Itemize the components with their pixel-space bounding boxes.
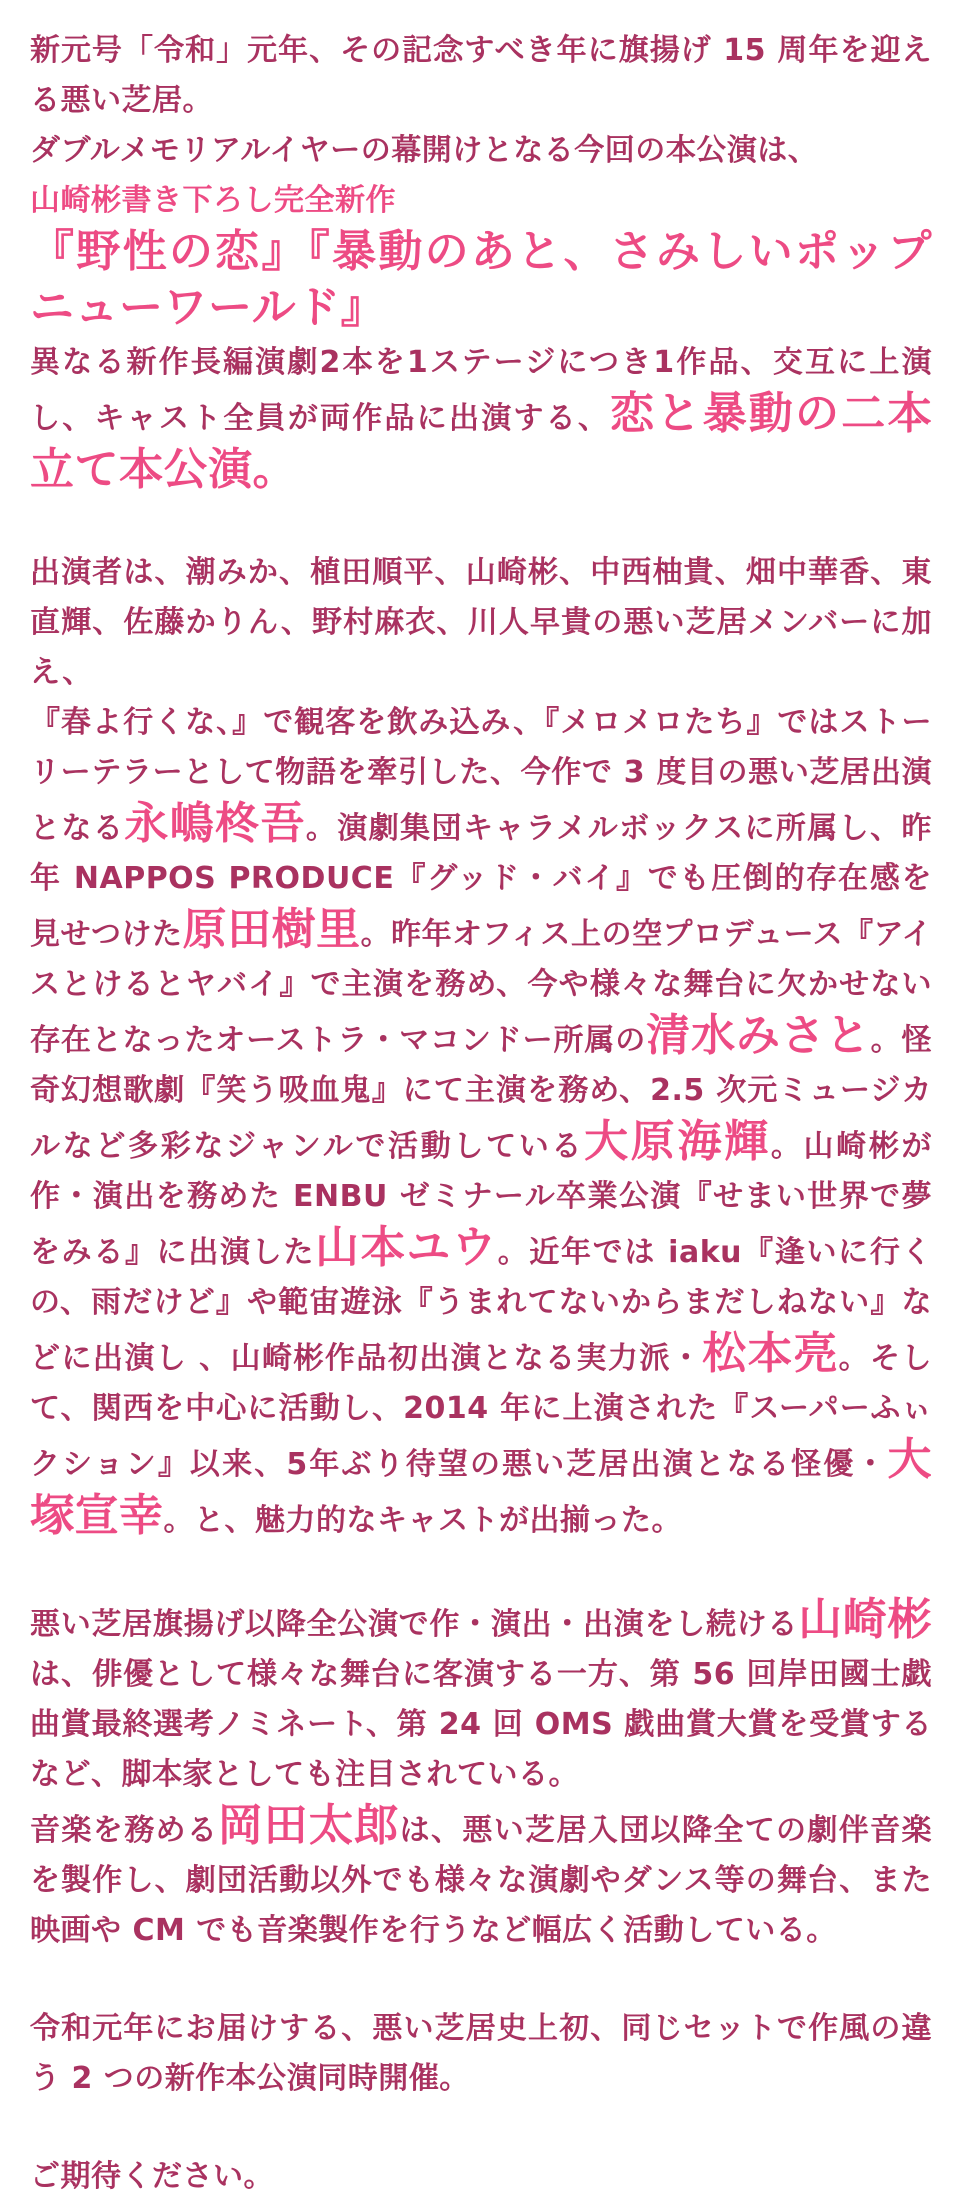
text-segment: 。そして、関西を中心に活動し、2014 年に上演された『スーパーふぃクション』以来、5年ぶり待望の悪い芝居出演となる怪優・ xyxy=(30,1341,933,1482)
text-segment: 悪い芝居旗揚げ以降全公演で作・演出・出演をし続ける xyxy=(30,1607,799,1642)
text-segment: 異なる新作長編演劇2本を1ステージにつき1作品、交互に上演し、キャスト全員が両作品に出演する、 xyxy=(30,345,932,436)
emphasis-large-text: 大原海輝 xyxy=(584,1116,771,1167)
text-segment: 。怪奇幻想歌劇『笑う吸血鬼』にて主演を務め、2.5 次元ミュージカルなど多彩なジャンルで活動している xyxy=(30,1023,933,1164)
text-segment: 。近年では iaku『逢いに行くの、雨だけど』や範宙遊泳『うまれてないからまだしねない』などに出演し 、山崎彬作品初出演となる実力派・ xyxy=(30,1235,933,1376)
emphasis-text: 山崎彬書き下ろし完全新作 xyxy=(30,183,396,218)
text-segment: 。と、魅力的なキャストが出揃った。 xyxy=(163,1503,682,1538)
emphasis-large-text: 清水みさと xyxy=(646,1010,871,1061)
text-segment: は、俳優として様々な舞台に客演する一方、第 56 回岸田國士戯曲賞最終選考ノミネート、第 24 回 OMS 戯曲賞大賞を受賞するなど、脚本家としても注目されている。 xyxy=(30,1657,932,1792)
text-segment: 出演者は、潮みか、植田順平、山崎彬、中西柚貴、畑中華香、東直輝、佐藤かりん、野村麻衣、川人早貴の悪い芝居メンバーに加え、 xyxy=(30,555,932,690)
emphasis-large-text: 岡田太郎 xyxy=(218,1800,400,1851)
text-segment: 。山崎彬が作・演出を務めた ENBU ゼミナール卒業公演『せまい世界で夢をみる』に出演した xyxy=(30,1129,933,1270)
emphasis-large-text: 原田樹里 xyxy=(182,904,361,955)
text-segment: 。昨年オフィス上の空プロデュース『アイスとけるとヤバイ』で主演を務め、今や様々な舞台に欠かせない存在となったオーストラ・マコンドー所属の xyxy=(30,917,933,1058)
text-segment: ご期待ください。 xyxy=(30,2159,274,2194)
text-segment: 令和元年にお届けする、悪い芝居史上初、同じセットで作風の違う 2 つの新作本公演同時開催。 xyxy=(30,2011,932,2096)
emphasis-large-text: 山崎彬 xyxy=(798,1594,933,1645)
emphasis-large-text: 『野性の恋』『暴動のあと、さみしいポップニューワールド』 xyxy=(30,226,932,333)
emphasis-large-text: 永嶋柊吾 xyxy=(124,798,306,849)
emphasis-large-text: 山本ユウ xyxy=(315,1222,498,1273)
text-segment: 。演劇集団キャラメルボックスに所属し、昨年 NAPPOS PRODUCE『グッド・バイ』でも圧倒的存在感を見せつけた xyxy=(30,811,933,952)
text-segment: ダブルメモリアルイヤーの幕開けとなる今回の本公演は、 xyxy=(30,133,819,168)
emphasis-large-text: 松本亮 xyxy=(702,1328,839,1379)
emphasis-large-text: 恋と暴動の二本立て本公演。 xyxy=(30,388,932,495)
text-segment: は、悪い芝居入団以降全ての劇伴音楽を製作し、劇団活動以外でも様々な演劇やダンス等の舞台、また映画や CM でも音楽製作を行うなど幅広く活動している。 xyxy=(30,1813,933,1948)
intro-paragraph xyxy=(30,26,932,500)
closing-paragraph xyxy=(30,2152,932,2202)
text-segment: 新元号「令和」元年、その記念すべき年に旗揚げ 15 周年を迎える悪い芝居。 xyxy=(30,33,932,118)
text-segment: 『春よ行くな、』で観客を飲み込み、『メロメロたち』ではストーリーテラーとして物語を牽引した、今作で 3 度目の悪い芝居出演となる xyxy=(30,705,932,846)
announcement-paragraph xyxy=(30,2004,932,2104)
cast-paragraph xyxy=(30,548,932,1546)
emphasis-large-text: 大塚宣幸 xyxy=(30,1434,932,1541)
text-segment: 音楽を務める xyxy=(30,1813,219,1848)
staff-paragraph xyxy=(30,1594,932,1956)
